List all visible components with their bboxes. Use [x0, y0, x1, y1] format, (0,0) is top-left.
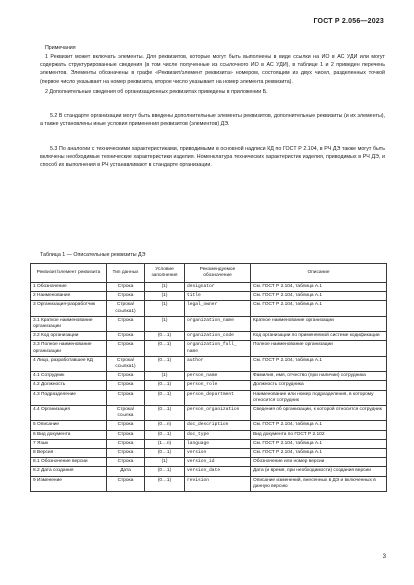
description-cell: Краткое наименование организации	[251, 316, 387, 331]
designation-cell: author	[185, 356, 251, 371]
attribute-cell: 5 Описание	[31, 421, 107, 430]
designation-cell: language	[185, 439, 251, 448]
table-row	[31, 316, 387, 331]
condition-cell: (0…1)	[145, 390, 185, 405]
column-header: Описание	[251, 264, 387, 283]
designation-cell: person_organization	[185, 406, 251, 421]
table-row	[31, 406, 387, 421]
description-cell: Вид документа по ГОСТ Р 2.102	[251, 430, 387, 439]
condition-cell: (0…1)	[145, 467, 185, 476]
description-cell: См. ГОСТ Р 2.104, таблица А.1	[251, 292, 387, 301]
type-cell: Строка	[107, 449, 145, 458]
description-cell: Сведения об организации, к которой относится сотрудник	[251, 406, 387, 421]
attribute-cell: 8 Версия	[31, 449, 107, 458]
note-1: 1 Реквизит может включать элементы. Для реквизитов, которые могут быть выполнены в виде ссылки на ИО в АС УДИ или могут содержать структурированные сведения (в том числе полученные из ссылочного ИО в АС УДИ), в таблице 1 и 2 приведен перечень элементов. Элементы обозначены в графе «Реквизит/элемент реквизита» номером, состоящим из двух чисел, разделенных точкой (первое число указывает на номер реквизита, второе число указывает на номер элемента реквизита).	[40, 54, 385, 85]
type-cell: Строка	[107, 458, 145, 467]
designation-cell: person_department	[185, 390, 251, 405]
column-header: Условие заполнения	[145, 264, 185, 283]
designation-cell: legal_owner	[185, 301, 251, 316]
description-cell: См. ГОСТ Р 2.104, таблица А.1	[251, 283, 387, 292]
table-row	[31, 301, 387, 316]
attribute-cell: 3.2 Код организации	[31, 332, 107, 341]
type-cell: Строка	[107, 430, 145, 439]
condition-cell: (1…n)	[145, 439, 185, 448]
attribute-cell: 3 Организация-разработчик	[31, 301, 107, 316]
description-cell: См. ГОСТ Р 2.104, таблица А.1	[251, 301, 387, 316]
table-row	[31, 467, 387, 476]
description-cell: См. ГОСТ Р 2.104, таблица А.1	[251, 439, 387, 448]
table-row	[31, 458, 387, 467]
type-cell: Строка	[107, 381, 145, 390]
designation-cell: version_id	[185, 458, 251, 467]
table-row	[31, 439, 387, 448]
type-cell: Строка/ ссылка1)	[107, 301, 145, 316]
designation-cell: revision	[185, 476, 251, 491]
table-row	[31, 292, 387, 301]
attribute-cell: 4 Лицо, разработавшее КД	[31, 356, 107, 371]
table-row	[31, 390, 387, 405]
type-cell: Строка	[107, 283, 145, 292]
condition-cell: (0…1)	[145, 332, 185, 341]
condition-cell: (1)	[145, 283, 185, 292]
description-cell: Код организации по применяемой системе кодификации	[251, 332, 387, 341]
description-cell: См. ГОСТ Р 2.104, таблица А.1	[251, 421, 387, 430]
table-row	[31, 332, 387, 341]
designation-cell: version_date	[185, 467, 251, 476]
condition-cell: (0…1)	[145, 381, 185, 390]
table-row	[31, 341, 387, 356]
description-cell: Наименование или номер подразделения, в которому относится сотрудник	[251, 390, 387, 405]
attribute-cell: 4.3 Подразделение	[31, 390, 107, 405]
condition-cell: (1)	[145, 316, 185, 331]
condition-cell: (1)	[145, 372, 185, 381]
table-caption: Таблица 1 — Описательные реквизиты ДЭ	[40, 252, 146, 258]
type-cell: Строка	[107, 476, 145, 491]
paragraph-5-3: 5.3 По аналогии с техническими характеристиками, приводимыми в основной надписи КД по ГОСТ Р 2.104, в РЧ ДЭ также могут быть включены необходимые технические характеристики изделия. Номенклатура технических характеристик изделия, приводимых в РЧ ДЭ, и способ их выполнения в РЧ устанавливают в стандарте организации.	[40, 146, 385, 169]
type-cell: Строка	[107, 341, 145, 356]
designation-cell: doc_description	[185, 421, 251, 430]
type-cell: Строка	[107, 332, 145, 341]
type-cell: Строка/ ссылка	[107, 406, 145, 421]
description-cell: Фамилия, имя, отчество (при наличии) сотрудника	[251, 372, 387, 381]
note-2: 2 Дополнительные сведения об организационных реквизитах приведены в приложении Б.	[45, 89, 268, 95]
table-row	[31, 430, 387, 439]
condition-cell: (0…1)	[145, 406, 185, 421]
designation-cell: person_role	[185, 381, 251, 390]
type-cell: Дата	[107, 467, 145, 476]
document-header-id: ГОСТ Р 2.056—2023	[313, 18, 384, 25]
table-row	[31, 381, 387, 390]
condition-cell: (0…1)	[145, 476, 185, 491]
designation-cell: organization_code	[185, 332, 251, 341]
attribute-cell: 2 Наименование	[31, 292, 107, 301]
condition-cell: (0…1)	[145, 449, 185, 458]
description-cell: Описание изменений, внесенных в ДЭ и включенных в данную версию	[251, 476, 387, 491]
condition-cell: (1)	[145, 301, 185, 316]
descriptive-attributes-table	[30, 263, 387, 492]
column-header: Тип данных	[107, 264, 145, 283]
condition-cell: (1)	[145, 292, 185, 301]
attribute-cell: 9 Изменение	[31, 476, 107, 491]
attribute-cell: 7 Язык	[31, 439, 107, 448]
condition-cell: (0…n)	[145, 421, 185, 430]
designation-cell: organization_name	[185, 316, 251, 331]
condition-cell: (0…1)	[145, 356, 185, 371]
type-cell: Строка/ ссылка1)	[107, 356, 145, 371]
description-cell: Обозначение или номер версии	[251, 458, 387, 467]
designation-cell: designator	[185, 283, 251, 292]
attribute-cell: 4.4 Организация	[31, 406, 107, 421]
description-cell: См. ГОСТ Р 2.104, таблица А.1	[251, 356, 387, 371]
page-number: 3	[382, 554, 386, 560]
attribute-cell: 4.2 Должность	[31, 381, 107, 390]
table-row	[31, 476, 387, 491]
description-cell: Дата (и время, при необходимости) создания версии	[251, 467, 387, 476]
notes-title: Примечания	[45, 45, 76, 51]
attribute-cell: 3.3 Полное наименование организации	[31, 341, 107, 356]
description-cell: Должность сотрудника	[251, 381, 387, 390]
type-cell: Строка	[107, 372, 145, 381]
designation-cell: version	[185, 449, 251, 458]
designation-cell: doc_type	[185, 430, 251, 439]
description-cell: Полное наименование организации	[251, 341, 387, 356]
table-row	[31, 356, 387, 371]
type-cell: Строка	[107, 292, 145, 301]
table-row	[31, 421, 387, 430]
attribute-cell: 6 Вид документа	[31, 430, 107, 439]
table-row	[31, 449, 387, 458]
attribute-cell: 8.2 Дата создания	[31, 467, 107, 476]
condition-cell: (0…1)	[145, 430, 185, 439]
type-cell: Строка	[107, 421, 145, 430]
table-header-row	[31, 264, 387, 283]
type-cell: Строка	[107, 316, 145, 331]
attribute-cell: 3.1 Краткое наименование организации	[31, 316, 107, 331]
attribute-cell: 1 Обозначение	[31, 283, 107, 292]
attribute-cell: 8.1 Обозначение версии	[31, 458, 107, 467]
description-cell: См. ГОСТ Р 2.104, таблица А.1	[251, 449, 387, 458]
designation-cell: organization_full_ name	[185, 341, 251, 356]
type-cell: Строка	[107, 439, 145, 448]
table-row	[31, 283, 387, 292]
column-header: Рекомендуемое обозначение	[185, 264, 251, 283]
condition-cell: (0…1)	[145, 341, 185, 356]
attribute-cell: 4.1 Сотрудник	[31, 372, 107, 381]
condition-cell: (1)	[145, 458, 185, 467]
designation-cell: title	[185, 292, 251, 301]
paragraph-5-2: 5.2 В стандарте организации могут быть введены дополнительные элементы реквизитов, дополнительные реквизиты (и их элементы), а также установлены иные условия применения реквизитов (элементов) ДЭ.	[40, 113, 385, 128]
type-cell: Строка	[107, 390, 145, 405]
designation-cell: person_name	[185, 372, 251, 381]
column-header: Реквизит/элемент реквизита	[31, 264, 107, 283]
table-row	[31, 372, 387, 381]
